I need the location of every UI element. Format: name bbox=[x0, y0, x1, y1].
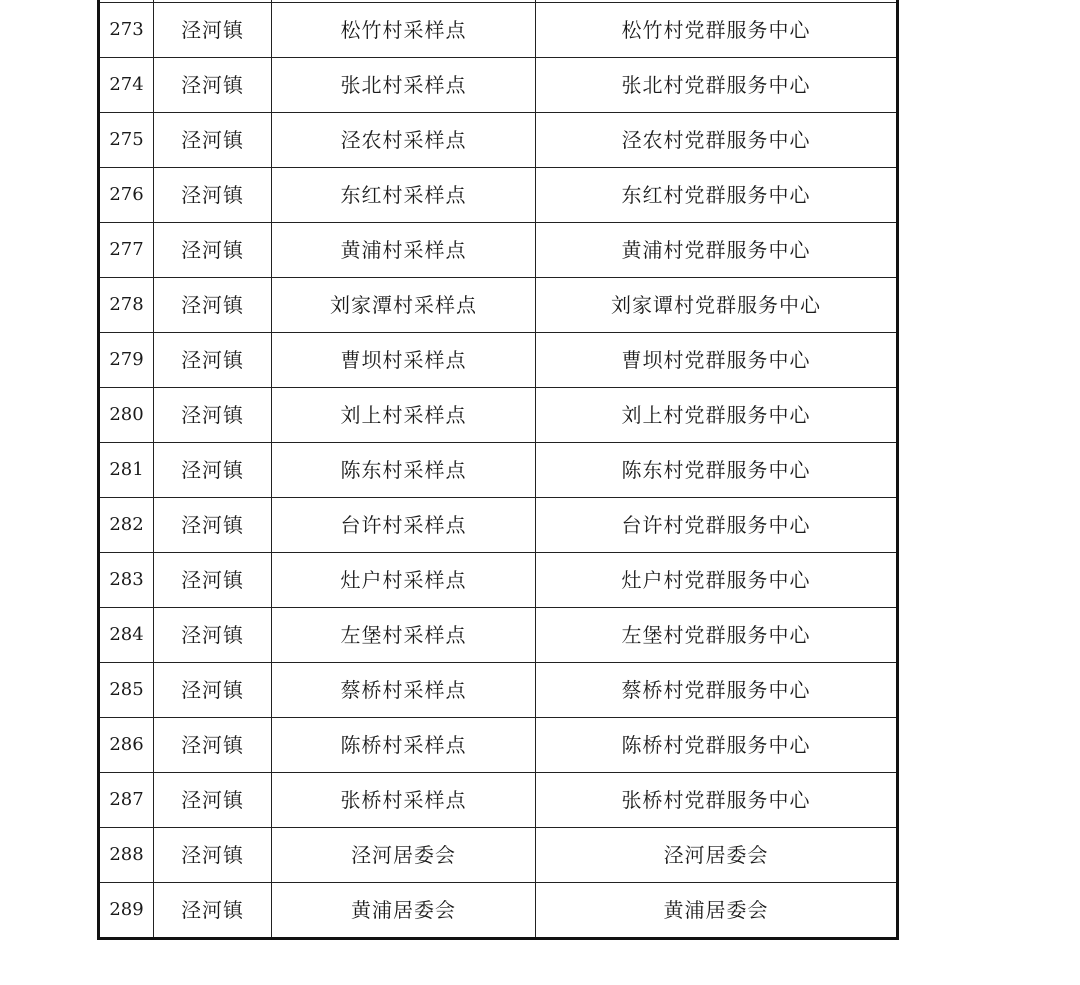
row-sampling-site: 泾河居委会 bbox=[272, 828, 536, 883]
table-row bbox=[99, 608, 898, 663]
row-sampling-site: 台许村采样点 bbox=[272, 498, 536, 553]
row-index: 288 bbox=[99, 828, 154, 883]
row-location: 灶户村党群服务中心 bbox=[536, 553, 898, 608]
row-sampling-site: 蔡桥村采样点 bbox=[272, 663, 536, 718]
row-location: 陈桥村党群服务中心 bbox=[536, 718, 898, 773]
row-town: 泾河镇 bbox=[154, 333, 272, 388]
row-index: 277 bbox=[99, 223, 154, 278]
row-town: 泾河镇 bbox=[154, 278, 272, 333]
row-index: 285 bbox=[99, 663, 154, 718]
row-location: 松竹村党群服务中心 bbox=[536, 3, 898, 58]
table-row bbox=[99, 553, 898, 608]
row-index: 276 bbox=[99, 168, 154, 223]
row-sampling-site: 陈东村采样点 bbox=[272, 443, 536, 498]
row-index: 289 bbox=[99, 883, 154, 939]
row-location: 刘上村党群服务中心 bbox=[536, 388, 898, 443]
row-index: 286 bbox=[99, 718, 154, 773]
row-location: 张北村党群服务中心 bbox=[536, 58, 898, 113]
row-location: 蔡桥村党群服务中心 bbox=[536, 663, 898, 718]
row-sampling-site: 张北村采样点 bbox=[272, 58, 536, 113]
row-location: 张桥村党群服务中心 bbox=[536, 773, 898, 828]
sampling-sites-table bbox=[97, 0, 899, 940]
row-town: 泾河镇 bbox=[154, 718, 272, 773]
row-index: 283 bbox=[99, 553, 154, 608]
row-index: 273 bbox=[99, 3, 154, 58]
table-row bbox=[99, 388, 898, 443]
table-row bbox=[99, 663, 898, 718]
table-row bbox=[99, 443, 898, 498]
table-body bbox=[99, 0, 898, 939]
row-index: 278 bbox=[99, 278, 154, 333]
row-index: 282 bbox=[99, 498, 154, 553]
row-town: 泾河镇 bbox=[154, 828, 272, 883]
row-location: 东红村党群服务中心 bbox=[536, 168, 898, 223]
row-index: 279 bbox=[99, 333, 154, 388]
row-town: 泾河镇 bbox=[154, 498, 272, 553]
row-town: 泾河镇 bbox=[154, 553, 272, 608]
table-row bbox=[99, 278, 898, 333]
row-location: 泾河居委会 bbox=[536, 828, 898, 883]
table-row bbox=[99, 333, 898, 388]
row-sampling-site: 松竹村采样点 bbox=[272, 3, 536, 58]
table-row bbox=[99, 3, 898, 58]
row-sampling-site: 泾农村采样点 bbox=[272, 113, 536, 168]
table-row bbox=[99, 883, 898, 939]
row-sampling-site: 曹坝村采样点 bbox=[272, 333, 536, 388]
row-sampling-site: 黄浦居委会 bbox=[272, 883, 536, 939]
row-location: 黄浦居委会 bbox=[536, 883, 898, 939]
row-index: 281 bbox=[99, 443, 154, 498]
row-town: 泾河镇 bbox=[154, 58, 272, 113]
row-index: 280 bbox=[99, 388, 154, 443]
row-town: 泾河镇 bbox=[154, 223, 272, 278]
row-location: 左堡村党群服务中心 bbox=[536, 608, 898, 663]
table-row bbox=[99, 58, 898, 113]
row-location: 刘家谭村党群服务中心 bbox=[536, 278, 898, 333]
table-row bbox=[99, 773, 898, 828]
table-row bbox=[99, 828, 898, 883]
table-row bbox=[99, 113, 898, 168]
row-town: 泾河镇 bbox=[154, 168, 272, 223]
table-row bbox=[99, 168, 898, 223]
table-row bbox=[99, 223, 898, 278]
row-town: 泾河镇 bbox=[154, 113, 272, 168]
row-location: 黄浦村党群服务中心 bbox=[536, 223, 898, 278]
row-sampling-site: 张桥村采样点 bbox=[272, 773, 536, 828]
row-sampling-site: 刘上村采样点 bbox=[272, 388, 536, 443]
row-sampling-site: 黄浦村采样点 bbox=[272, 223, 536, 278]
row-town: 泾河镇 bbox=[154, 443, 272, 498]
row-location: 陈东村党群服务中心 bbox=[536, 443, 898, 498]
row-location: 曹坝村党群服务中心 bbox=[536, 333, 898, 388]
row-sampling-site: 陈桥村采样点 bbox=[272, 718, 536, 773]
table-row bbox=[99, 718, 898, 773]
row-sampling-site: 刘家潭村采样点 bbox=[272, 278, 536, 333]
row-town: 泾河镇 bbox=[154, 608, 272, 663]
row-town: 泾河镇 bbox=[154, 773, 272, 828]
row-town: 泾河镇 bbox=[154, 663, 272, 718]
table-row bbox=[99, 498, 898, 553]
row-index: 275 bbox=[99, 113, 154, 168]
row-location: 泾农村党群服务中心 bbox=[536, 113, 898, 168]
row-index: 284 bbox=[99, 608, 154, 663]
row-town: 泾河镇 bbox=[154, 883, 272, 939]
row-location: 台许村党群服务中心 bbox=[536, 498, 898, 553]
row-sampling-site: 东红村采样点 bbox=[272, 168, 536, 223]
row-index: 274 bbox=[99, 58, 154, 113]
row-town: 泾河镇 bbox=[154, 388, 272, 443]
row-index: 287 bbox=[99, 773, 154, 828]
row-sampling-site: 左堡村采样点 bbox=[272, 608, 536, 663]
row-town: 泾河镇 bbox=[154, 3, 272, 58]
row-sampling-site: 灶户村采样点 bbox=[272, 553, 536, 608]
